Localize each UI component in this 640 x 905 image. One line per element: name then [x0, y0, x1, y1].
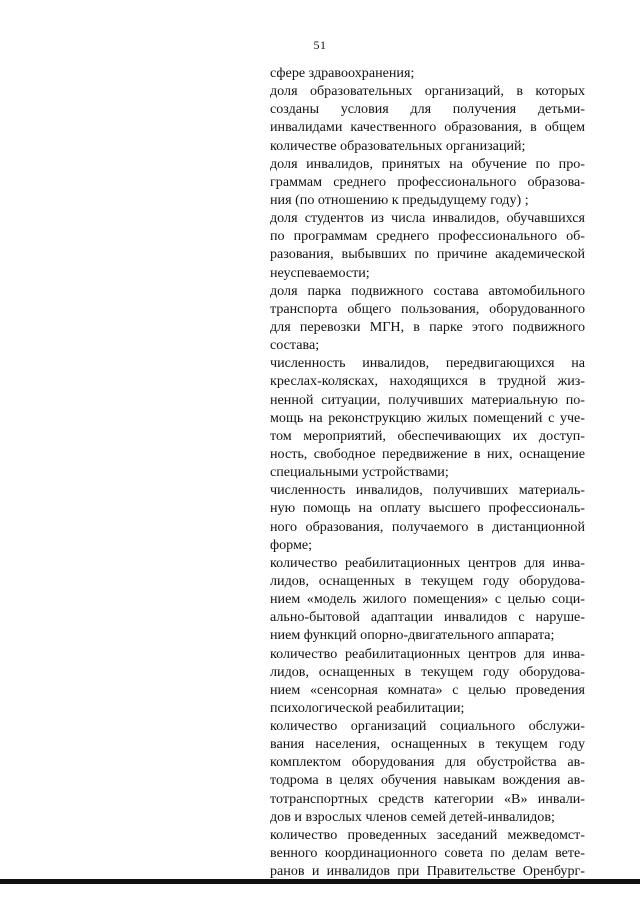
text-line: доля инвалидов, принятых на обучение по про-: [270, 155, 585, 172]
text-line: доля образовательных организаций, в которых: [270, 83, 585, 100]
text-line: ранов и инвалидов при Правительстве Оренбург-: [270, 863, 585, 880]
text-line: дов и взрослых членов семей детей-инвалидов;: [270, 808, 555, 825]
text-line: ность, свободное передвижение в них, оснащение: [270, 445, 585, 462]
text-line: количество реабилитационных центров для инва-: [270, 554, 585, 571]
text-line: вания населения, оснащенных в текущем году: [270, 736, 585, 753]
text-line: ного образования, получаемого в дистанционной: [270, 518, 585, 535]
page-number: 51: [313, 38, 327, 52]
text-line: количество организаций социального обслужи-: [270, 718, 585, 735]
text-line: численность инвалидов, передвигающихся на: [270, 355, 585, 372]
text-line: разования, выбывших по причине академической: [270, 246, 585, 263]
text-line: ния (по отношению к предыдущему году) ;: [270, 191, 529, 208]
text-line: форме;: [270, 536, 313, 553]
text-line: количестве образовательных организаций;: [270, 137, 526, 154]
text-line: доля студентов из числа инвалидов, обучавшихся: [270, 210, 585, 227]
bottom-rule: [0, 879, 640, 884]
text-line: транспорта общего пользования, оборудованного: [270, 300, 585, 317]
text-line: по программам среднего профессионального об-: [270, 228, 585, 245]
text-line: состава;: [270, 337, 320, 354]
text-line: том мероприятий, обеспечивающих их доступ-: [270, 427, 585, 444]
text-line: для перевозки МГН, в парке этого подвижного: [270, 318, 585, 335]
text-line: ально-бытовой адаптации инвалидов с наруше-: [270, 609, 585, 626]
text-line: лидов, оснащенных в текущем году оборудова-: [270, 663, 585, 680]
text-line: психологической реабилитации;: [270, 699, 465, 716]
text-line: нием «сенсорная комната» с целью проведения: [270, 681, 585, 698]
text-line: лидов, оснащенных в текущем году оборудова-: [270, 572, 585, 589]
text-line: тотранспортных средств категории «В» инвали-: [270, 790, 585, 807]
text-line: нием «модель жилого помещения» с целью соци-: [270, 591, 585, 608]
text-line: креслах-колясках, находящихся в трудной жиз-: [270, 373, 585, 390]
text-line: ную помощь на оплату высшего профессиональ-: [270, 500, 585, 517]
text-line: неуспеваемости;: [270, 264, 370, 281]
text-line: доля парка подвижного состава автомобильного: [270, 282, 585, 299]
text-line: граммам среднего профессионального образова-: [270, 173, 585, 190]
text-line: инвалидами качественного образования, в общем: [270, 119, 585, 136]
text-line: нием функций опорно-двигательного аппарата;: [270, 627, 555, 644]
text-line: тодрома в целях обучения навыкам вождения ав-: [270, 772, 585, 789]
text-line: численность инвалидов, получивших материаль-: [270, 482, 585, 499]
text-line: созданы условия для получения детьми-: [270, 101, 585, 118]
text-line: сфере здравоохранения;: [270, 65, 415, 81]
text-line: комплектом оборудования для обустройства ав-: [270, 754, 585, 771]
text-line: количество реабилитационных центров для инва-: [270, 645, 585, 662]
body-text: [270, 64, 585, 880]
text-line: мощь на реконструкцию жилых помещений с уче-: [270, 409, 585, 426]
text-line: специальными устройствами;: [270, 464, 449, 481]
text-line: ненной ситуации, получивших материальную по-: [270, 391, 585, 408]
text-line: количество проведенных заседаний межведомст-: [270, 826, 585, 843]
text-line: венного координационного совета по делам вете-: [270, 845, 585, 862]
